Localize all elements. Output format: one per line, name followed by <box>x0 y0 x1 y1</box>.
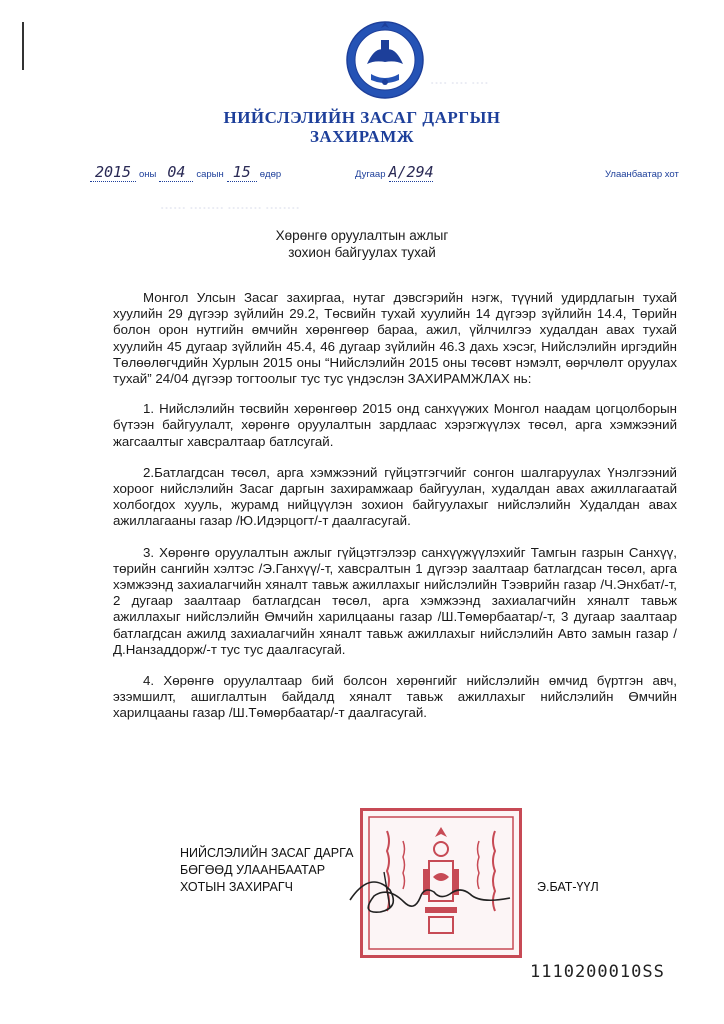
decree-item-2: 2.Батлагдсан төсөл, арга хэмжээний гүйцэтгэгчийг сонгон шалгаруулах Үнэлгээний хороог нийслэлийн Засаг даргын захирамжаар байгуулан, худалдан авах ажиллагаатай холбогдох хууль, журамд нийцүүлэн зохион байгуулахыг нийслэлийн Худалдан авах ажиллагааны газар /Ю.Идэрцогт/-т даалгасугай. <box>113 464 677 529</box>
document-number-field <box>352 163 433 182</box>
date-day: 15 <box>227 163 257 182</box>
signatory-title-line-1: НИЙСЛЭЛИЙН ЗАСАГ ДАРГА <box>180 846 354 860</box>
date-field <box>90 163 284 182</box>
date-month: 04 <box>159 163 193 182</box>
signatory-title-line-2: БӨГӨӨД УЛААНБААТАР <box>180 863 326 877</box>
subject-line-2: зохион байгуулах тухай <box>288 245 436 260</box>
bleed-through-text: ···· ···· ···· <box>430 75 489 90</box>
handwritten-signature <box>340 860 540 920</box>
date-year: 2015 <box>90 163 136 182</box>
signatory-title-line-3: ХОТЫН ЗАХИРАГЧ <box>180 880 293 894</box>
subject-line-1: Хөрөнгө оруулалтын ажлыг <box>275 228 449 243</box>
decree-item-3: 3. Хөрөнгө оруулалтын ажлыг гүйцэтгэлээр санхүүжүүлэхийг Тамгын газрын Санхүү, төрийн сангийн хэлтэс /Э.Ганхүү/-т, хавсралтын 1 дүгээр заалтаар батлагдсан төсөл, арга хэмжээнд захиалагчийн хяналт тавьж ажиллахыг нийслэлийн Тээврийн газар /Ч.Энхбат/-т, 2 дугаар заалтаар батлагдсан төсөл, арга хэмжээнд захиалагчийн хяналт тавьж ажиллахыг нийслэлийн Өмчийн харилцааны газар /Ш.Төмөрбаатар/-т, 3 дугаар заалтаар батлагдсан ажилд захиалагчийн хяналт тавьж ажиллахыг нийслэлийн Авто замын газар /Д.Нанзаддорж/-т тус тус даалгасугай. <box>113 544 677 657</box>
bleed-through-text: ······ ········ ········ ········ <box>160 200 300 215</box>
subject-heading <box>0 227 724 261</box>
decree-body <box>113 290 677 737</box>
state-emblem-icon <box>345 18 425 103</box>
decree-item-1: 1. Нийслэлийн төсвийн хөрөнгөөр 2015 онд санхүүжих Монгол наадам цогцолборын бүтээн байгуулалт, хөрөнгө оруулалтын зардлаас хэрэгжүүлэх төсөл, арга хэмжээний жагсаалтыг хавсралтаар батлсугай. <box>113 401 677 449</box>
number-label: Дугаар <box>355 169 386 180</box>
city-label: Улаанбаатар хот <box>605 169 679 180</box>
preamble-paragraph: Монгол Улсын Засаг захиргаа, нутаг дэвсгэрийн нэгж, түүний удирдлагын тухай хуулийн 29 дүгээр зүйлийн 29.2, Төсвийн тухай хуулийн 14 дүгээр зүйлийн 14.4, Төрийн болон орон нутгийн өмчийн хөрөнгөөр бараа, ажил, үйлчилгээ худалдан авах тухай хуулийн 45 дугаар зүйлийн 45.4, 46 дугаар зүйлийн 46.3 дахь хэсэг, Нийслэлийн иргэдийн Төлөөлөгчдийн Хурлын 2015 оны “Нийслэлийн 2015 оны төсөвт нэмэлт, өөрчлөлт оруулах тухай” 24/04 дүгээр тогтоолыг тус тус үндэслэн ЗАХИРАМЖЛАХ нь: <box>113 290 677 387</box>
decree-item-4: 4. Хөрөнгө оруулалтаар бий болсон хөрөнгийг нийслэлийн өмчид бүртгэн авч, эзэмшилт, ашиглалтын байдалд хяналт тавьж ажиллахыг нийслэлийн Өмчийн харилцааны газар /Ш.Төмөрбаатар/-т даалгасугай. <box>113 673 677 721</box>
signer-name: Э.БАТ-ҮҮЛ <box>537 880 599 894</box>
serial-number: 1110200010ЅЅ <box>530 962 665 982</box>
signatory-title <box>180 845 353 896</box>
document-type: ЗАХИРАМЖ <box>309 127 415 146</box>
margin-pen-mark <box>22 22 24 70</box>
document-number: А/294 <box>388 163 434 181</box>
org-title: НИЙСЛЭЛИЙН ЗАСАГ ДАРГЫН <box>223 108 501 127</box>
year-label: оны <box>139 169 157 180</box>
day-label: өдөр <box>259 169 282 180</box>
meta-row <box>0 163 724 187</box>
month-label: сарын <box>196 169 224 180</box>
